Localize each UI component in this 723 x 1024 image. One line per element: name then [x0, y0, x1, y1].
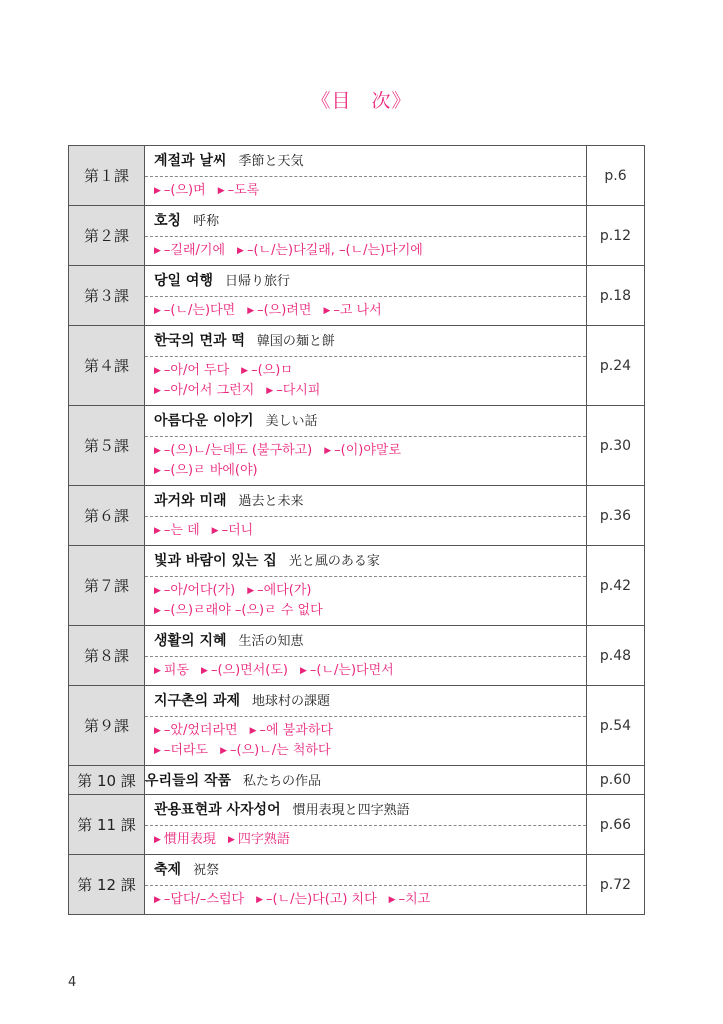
lesson-title-ja: 日帰り旅行: [224, 274, 290, 289]
triangle-bullet-icon: ▶: [154, 366, 161, 376]
grammar-line: [154, 301, 586, 321]
grammar-line: [154, 581, 586, 601]
toc-row[interactable]: [69, 546, 645, 626]
toc-row[interactable]: [69, 326, 645, 406]
lesson-title-ko: 호칭: [154, 213, 182, 229]
lesson-title: [145, 795, 586, 826]
lesson-content: [145, 855, 587, 915]
grammar-line: [154, 721, 586, 741]
lesson-content: [145, 546, 587, 626]
grammar-item: [154, 581, 235, 601]
lesson-content: [145, 326, 587, 406]
lesson-number: 第９課: [69, 686, 145, 766]
triangle-bullet-icon: ▶: [247, 586, 255, 596]
grammar-text: –길래/기에: [163, 243, 226, 258]
grammar-item: [154, 721, 238, 741]
lesson-content: [145, 266, 587, 326]
grammar-line: [154, 521, 586, 541]
triangle-bullet-icon: ▶: [323, 306, 331, 316]
page-reference[interactable]: p.30: [587, 406, 645, 486]
triangle-bullet-icon: ▶: [249, 726, 257, 736]
triangle-bullet-icon: ▶: [154, 746, 161, 756]
page-number: 4: [68, 975, 77, 990]
grammar-text: –에 불과하다: [259, 723, 333, 738]
grammar-list: [145, 577, 586, 625]
grammar-item: [247, 581, 311, 601]
page-reference[interactable]: p.66: [587, 795, 645, 855]
grammar-text: 慣用表現: [163, 832, 216, 847]
lesson-title: [145, 146, 586, 177]
grammar-item: [241, 361, 293, 381]
lesson-title-ko: 우리들의 작품: [145, 773, 232, 789]
grammar-line: [154, 830, 586, 850]
triangle-bullet-icon: ▶: [154, 726, 161, 736]
page-reference[interactable]: p.24: [587, 326, 645, 406]
lesson-content: [145, 406, 587, 486]
grammar-line: [154, 441, 586, 461]
lesson-title-ko: 빛과 바람이 있는 집: [154, 553, 277, 569]
page-reference[interactable]: p.60: [587, 766, 645, 795]
toc-row[interactable]: [69, 795, 645, 855]
grammar-item: [154, 601, 323, 621]
grammar-text: –는 데: [163, 523, 200, 538]
grammar-item: [154, 890, 244, 910]
page-reference[interactable]: p.36: [587, 486, 645, 546]
grammar-item: [256, 890, 377, 910]
grammar-item: [220, 741, 330, 761]
grammar-item: [300, 661, 394, 681]
lesson-title-ja: 呼称: [193, 214, 220, 229]
grammar-list: [145, 237, 586, 265]
toc-row[interactable]: [69, 686, 645, 766]
grammar-text: –았/었더라면: [163, 723, 238, 738]
grammar-item: [154, 830, 216, 850]
grammar-text: –(이)야말로: [334, 443, 402, 458]
toc-row[interactable]: [69, 146, 645, 206]
grammar-text: –아/어서 그런지: [163, 383, 255, 398]
lesson-title-ko: 지구촌의 과제: [154, 693, 241, 709]
grammar-list: [145, 177, 586, 205]
grammar-line: [154, 741, 586, 761]
grammar-item: [154, 461, 258, 481]
lesson-content: [145, 146, 587, 206]
grammar-line: [154, 381, 586, 401]
toc-row[interactable]: [69, 626, 645, 686]
toc-row[interactable]: [69, 406, 645, 486]
grammar-text: –에다(가): [257, 583, 312, 598]
grammar-item: [250, 721, 333, 741]
grammar-list: [145, 886, 586, 914]
lesson-title: [145, 326, 586, 357]
lesson-number: 第５課: [69, 406, 145, 486]
triangle-bullet-icon: ▶: [324, 446, 332, 456]
grammar-text: –도록: [227, 183, 260, 198]
toc-row[interactable]: [69, 486, 645, 546]
lesson-number: 第８課: [69, 626, 145, 686]
grammar-item: [212, 521, 254, 541]
lesson-title-ko: 계절과 날씨: [154, 153, 227, 169]
grammar-item: [266, 381, 320, 401]
lesson-number: 第６課: [69, 486, 145, 546]
toc-row[interactable]: [69, 206, 645, 266]
lesson-title-ko: 생활의 지혜: [154, 633, 227, 649]
lesson-title-ja: 韓国の麺と餅: [256, 334, 335, 349]
lesson-number: 第２課: [69, 206, 145, 266]
lesson-number: 第３課: [69, 266, 145, 326]
lesson-content: [145, 206, 587, 266]
lesson-title-ja: 祝祭: [193, 863, 220, 878]
triangle-bullet-icon: ▶: [241, 366, 249, 376]
grammar-item: [154, 381, 254, 401]
lesson-number: 第 12 課: [69, 855, 145, 915]
lesson-title: [145, 626, 586, 657]
triangle-bullet-icon: ▶: [154, 606, 161, 616]
triangle-bullet-icon: ▶: [154, 586, 161, 596]
triangle-bullet-icon: ▶: [154, 186, 161, 196]
grammar-list: [145, 717, 586, 765]
grammar-text: –(으)ㄹ래야 –(으)ㄹ 수 없다: [163, 603, 323, 618]
grammar-list: [145, 437, 586, 485]
triangle-bullet-icon: ▶: [300, 666, 307, 676]
grammar-text: –(ㄴ/는)다(고) 치다: [266, 892, 377, 907]
lesson-title-ko: 관용표현과 사자성어: [154, 802, 281, 818]
lesson-title-ja: 光と風のある家: [288, 554, 380, 569]
grammar-text: –(으)ㅁ: [251, 363, 293, 378]
grammar-item: [154, 301, 235, 321]
grammar-text: –더니: [221, 523, 254, 538]
grammar-item: [154, 661, 189, 681]
grammar-line: [154, 361, 586, 381]
lesson-title: [145, 855, 586, 886]
lesson-title: [145, 686, 586, 717]
grammar-item: [154, 521, 200, 541]
lesson-title: [145, 206, 586, 237]
grammar-line: [154, 601, 586, 621]
triangle-bullet-icon: ▶: [388, 895, 396, 905]
grammar-text: –(으)면서(도): [210, 663, 288, 678]
grammar-item: [154, 741, 208, 761]
page-reference[interactable]: p.54: [587, 686, 645, 766]
grammar-text: 四字熟語: [237, 832, 290, 847]
lesson-content: [145, 486, 587, 546]
lesson-title-ja: 私たちの作品: [243, 774, 322, 789]
grammar-text: –답다/–스럽다: [163, 892, 245, 907]
page-reference[interactable]: p.42: [587, 546, 645, 626]
grammar-item: [154, 241, 225, 261]
grammar-list: [145, 657, 586, 685]
lesson-title-ko: 축제: [154, 862, 182, 878]
lesson-title-ja: 季節と天気: [238, 154, 304, 169]
lesson-title: [145, 406, 586, 437]
lesson-title-ja: 慣用表現と四字熟語: [292, 803, 410, 818]
grammar-text: –(으)며: [163, 183, 206, 198]
grammar-line: [154, 461, 586, 481]
triangle-bullet-icon: ▶: [154, 835, 161, 845]
triangle-bullet-icon: ▶: [154, 526, 161, 536]
lesson-title-ja: 地球村の課題: [252, 694, 331, 709]
lesson-title-ja: 過去と未来: [238, 494, 304, 509]
lesson-title-ja: 生活の知恵: [238, 634, 304, 649]
grammar-item: [237, 241, 423, 261]
grammar-line: [154, 661, 586, 681]
lesson-content: [145, 766, 587, 795]
triangle-bullet-icon: ▶: [154, 246, 161, 256]
lesson-number: 第４課: [69, 326, 145, 406]
triangle-bullet-icon: ▶: [220, 746, 228, 756]
grammar-text: –(으)려면: [257, 303, 312, 318]
triangle-bullet-icon: ▶: [247, 306, 255, 316]
triangle-bullet-icon: ▶: [154, 446, 161, 456]
lesson-title-ko: 아름다운 이야기: [154, 413, 254, 429]
grammar-text: –다시피: [276, 383, 321, 398]
toc-row[interactable]: [69, 855, 645, 915]
lesson-title: [145, 546, 586, 577]
grammar-item: [154, 181, 206, 201]
toc-row[interactable]: [69, 266, 645, 326]
grammar-list: [145, 297, 586, 325]
lesson-title-ko: 과거와 미래: [154, 493, 227, 509]
grammar-item: [389, 890, 431, 910]
lesson-content: [145, 795, 587, 855]
page-reference[interactable]: p.48: [587, 626, 645, 686]
grammar-line: [154, 241, 586, 261]
grammar-text: –(ㄴ/는)다길래, –(ㄴ/는)다기에: [246, 243, 423, 258]
grammar-text: –(ㄴ/는)다면: [163, 303, 236, 318]
triangle-bullet-icon: ▶: [154, 466, 161, 476]
grammar-item: [228, 830, 290, 850]
grammar-text: –아/어 두다: [163, 363, 230, 378]
grammar-item: [324, 441, 401, 461]
lesson-title-ko: 한국의 면과 떡: [154, 333, 245, 349]
grammar-list: [145, 517, 586, 545]
grammar-line: [154, 181, 586, 201]
grammar-text: –고 나서: [333, 303, 382, 318]
grammar-line: [154, 890, 586, 910]
lesson-number: 第７課: [69, 546, 145, 626]
page-reference[interactable]: p.72: [587, 855, 645, 915]
grammar-item: [201, 661, 288, 681]
toc-row[interactable]: [69, 766, 645, 795]
table-of-contents: [68, 145, 645, 915]
lesson-number: 第 10 課: [69, 766, 145, 795]
grammar-item: [154, 441, 312, 461]
grammar-text: –(ㄴ/는)다면서: [309, 663, 394, 678]
grammar-list: [145, 826, 586, 854]
page-reference[interactable]: p.12: [587, 206, 645, 266]
grammar-text: –더라도: [163, 743, 209, 758]
grammar-text: 피동: [163, 663, 190, 678]
triangle-bullet-icon: ▶: [217, 186, 225, 196]
page-reference[interactable]: p.6: [587, 146, 645, 206]
grammar-item: [154, 361, 229, 381]
triangle-bullet-icon: ▶: [227, 835, 235, 845]
triangle-bullet-icon: ▶: [266, 386, 274, 396]
triangle-bullet-icon: ▶: [154, 386, 161, 396]
lesson-title: [145, 486, 586, 517]
page-title: 《目 次》: [311, 90, 412, 112]
lesson-content: [145, 626, 587, 686]
grammar-text: –아/어다(가): [163, 583, 236, 598]
lesson-content: [145, 686, 587, 766]
grammar-text: –치고: [398, 892, 431, 907]
grammar-item: [218, 181, 260, 201]
grammar-text: –(으)ㄴ/는 척하다: [230, 743, 331, 758]
grammar-list: [145, 357, 586, 405]
triangle-bullet-icon: ▶: [201, 666, 208, 676]
triangle-bullet-icon: ▶: [256, 895, 264, 905]
grammar-item: [247, 301, 311, 321]
triangle-bullet-icon: ▶: [237, 246, 244, 256]
triangle-bullet-icon: ▶: [211, 526, 219, 536]
grammar-item: [323, 301, 381, 321]
lesson-title: [145, 266, 586, 297]
lesson-number: 第 11 課: [69, 795, 145, 855]
grammar-text: –(으)ㄹ 바에(야): [163, 463, 258, 478]
triangle-bullet-icon: ▶: [154, 306, 161, 316]
lesson-title-ko: 당일 여행: [154, 273, 213, 289]
page-reference[interactable]: p.18: [587, 266, 645, 326]
triangle-bullet-icon: ▶: [154, 666, 161, 676]
grammar-text: –(으)ㄴ/는데도 (불구하고): [163, 443, 313, 458]
triangle-bullet-icon: ▶: [154, 895, 161, 905]
lesson-number: 第１課: [69, 146, 145, 206]
lesson-title-ja: 美しい話: [265, 414, 318, 429]
